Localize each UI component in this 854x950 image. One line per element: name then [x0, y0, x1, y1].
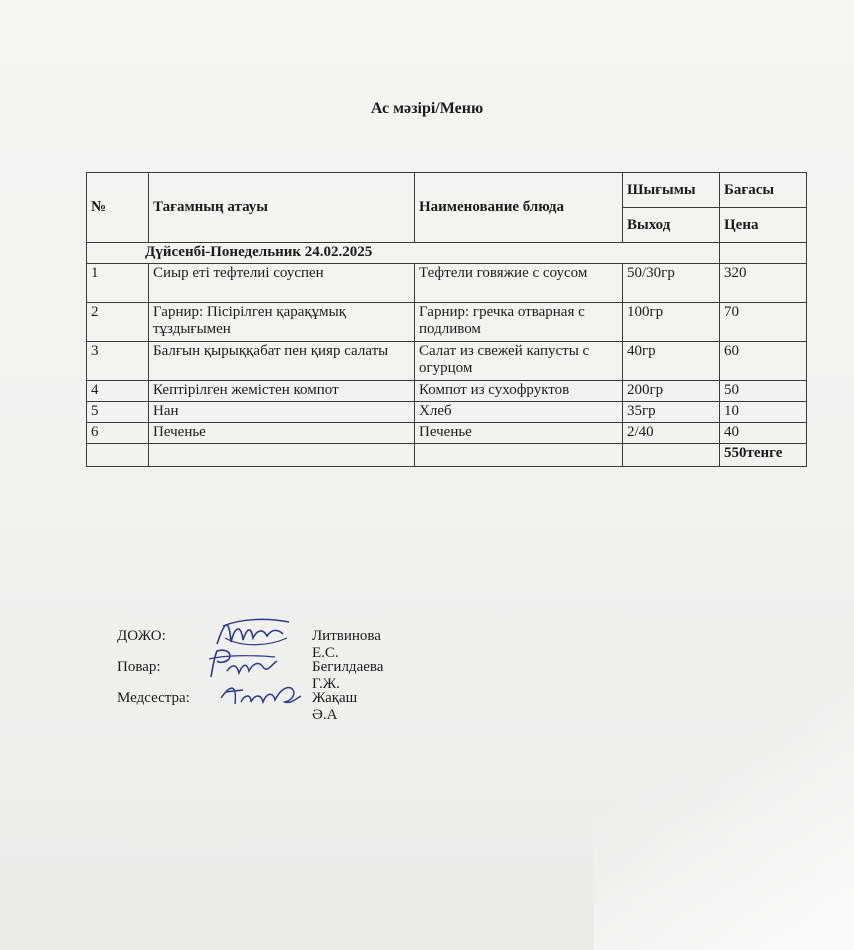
total-empty-cell	[623, 444, 720, 467]
row-num: 6	[87, 423, 149, 444]
total-empty-cell	[87, 444, 149, 467]
row-kz-name: Сиыр еті тефтелиі соуспен	[149, 264, 415, 303]
row-output: 200гр	[623, 381, 720, 402]
row-output: 50/30гр	[623, 264, 720, 303]
row-num: 3	[87, 342, 149, 381]
row-kz-name: Печенье	[149, 423, 415, 444]
row-ru-name: Хлеб	[415, 402, 623, 423]
table-row	[87, 264, 807, 303]
table-row	[87, 303, 807, 342]
day-label: Дүйсенбі-Понедельник 24.02.2025	[87, 243, 720, 264]
header-num: №	[87, 173, 149, 243]
row-output: 100гр	[623, 303, 720, 342]
signature-role: Повар:	[117, 659, 161, 675]
row-num: 1	[87, 264, 149, 303]
row-kz-name: Гарнир: Пісірілген қарақұмық тұздығымен	[149, 303, 415, 342]
paper-fold-highlight	[594, 620, 854, 950]
header-price-kz: Бағасы	[720, 173, 807, 208]
header-price-ru: Цена	[720, 208, 807, 243]
row-num: 4	[87, 381, 149, 402]
table-row	[87, 381, 807, 402]
signature-name: Литвинова Е.С.	[312, 628, 381, 661]
row-output: 35гр	[623, 402, 720, 423]
header-kz-name: Тағамның атауы	[149, 173, 415, 243]
row-price: 60	[720, 342, 807, 381]
row-kz-name: Нан	[149, 402, 415, 423]
row-output: 40гр	[623, 342, 720, 381]
row-price: 40	[720, 423, 807, 444]
row-ru-name: Печенье	[415, 423, 623, 444]
table-row	[87, 402, 807, 423]
total-empty-cell	[415, 444, 623, 467]
total-empty-cell	[149, 444, 415, 467]
row-price: 10	[720, 402, 807, 423]
row-price: 320	[720, 264, 807, 303]
total-row	[87, 444, 807, 467]
signature-name: Бегилдаева Г.Ж.	[312, 659, 384, 692]
row-num: 2	[87, 303, 149, 342]
handwritten-signature-nurse	[217, 676, 305, 716]
day-empty-cell	[720, 243, 807, 264]
row-output: 2/40	[623, 423, 720, 444]
total-value: 550тенге	[720, 444, 807, 467]
row-ru-name: Тефтели говяжие с соусом	[415, 264, 623, 303]
menu-table	[86, 172, 807, 467]
row-kz-name: Балғын қырыққабат пен қияр салаты	[149, 342, 415, 381]
header-output-ru: Выход	[623, 208, 720, 243]
signature-role: Медсестра:	[117, 690, 190, 706]
header-output-kz: Шығымы	[623, 173, 720, 208]
day-row	[87, 243, 807, 264]
page-title: Ас мәзірі/Меню	[370, 100, 484, 117]
table-row	[87, 423, 807, 444]
row-ru-name: Гарнир: гречка отварная с подливом	[415, 303, 623, 342]
table-row	[87, 342, 807, 381]
signature-name: Жақаш Ә.А	[312, 690, 358, 723]
header-ru-name: Наименование блюда	[415, 173, 623, 243]
row-num: 5	[87, 402, 149, 423]
row-ru-name: Салат из свежей капусты с огурцом	[415, 342, 623, 381]
row-kz-name: Кептірілген жемістен компот	[149, 381, 415, 402]
row-ru-name: Компот из сухофруктов	[415, 381, 623, 402]
row-price: 70	[720, 303, 807, 342]
row-price: 50	[720, 381, 807, 402]
header-row	[87, 173, 807, 208]
signature-role: ДОЖО:	[117, 628, 166, 644]
